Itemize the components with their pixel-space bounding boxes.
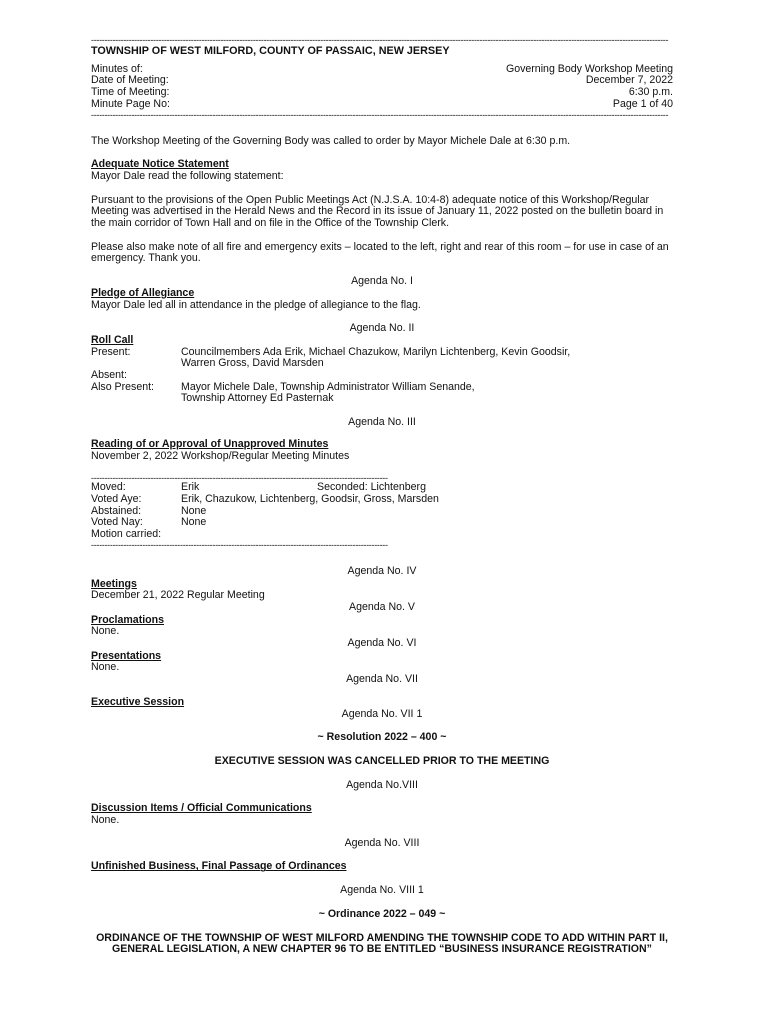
resolution-number: ~ Resolution 2022 – 400 ~ xyxy=(317,731,447,744)
nay-value: None xyxy=(181,516,207,529)
moved-value: Erik xyxy=(181,481,200,494)
present-line-2: Warren Gross, David Marsden xyxy=(181,357,324,370)
ordinance-number: ~ Ordinance 2022 – 049 ~ xyxy=(318,907,446,920)
agenda-iii: Agenda No. III xyxy=(348,416,416,429)
agenda-i: Agenda No. I xyxy=(351,275,413,288)
township-title: TOWNSHIP OF WEST MILFORD, COUNTY OF PASSAIC, NEW JERSEY xyxy=(91,45,450,57)
ordinance-title: ORDINANCE OF THE TOWNSHIP OF WEST MILFORD AMENDING THE TOWNSHIP CODE TO ADD WITHIN PART II, GENERAL LEGISLATION, A NEW CHAPTER 96 TO BE ENTITLED “BUSINESS INSURANCE REGISTRATION” xyxy=(96,931,668,956)
time-label: Time of Meeting: xyxy=(91,86,170,99)
emergency-exits-paragraph: Please also make note of all fire and emergency exits – located to the left, right and rear of this room – for use in case of an emergency. Thank you. xyxy=(91,240,669,265)
proclamations-heading: Proclamations xyxy=(91,613,165,626)
vote-rule-bottom: -------------------------------------------------------------------------------------------------------------- xyxy=(91,540,388,549)
roll-also-present-row xyxy=(91,382,673,405)
minutes-text: November 2, 2022 Workshop/Regular Meeting Minutes xyxy=(91,449,350,462)
absent-label: Absent: xyxy=(91,369,127,382)
vote-aye-row xyxy=(91,494,673,506)
intro-paragraph: The Workshop Meeting of the Governing Body was called to order by Mayor Michele Dale at 6:30 p.m. xyxy=(91,134,571,147)
discussion-text: None. xyxy=(91,814,120,827)
motion-carried: Motion carried: xyxy=(91,528,162,541)
agenda-vii: Agenda No. VII xyxy=(346,673,418,686)
meeting-info xyxy=(91,64,673,111)
proclamations-text: None. xyxy=(91,625,120,638)
time-value: 6:30 p.m. xyxy=(628,86,673,99)
roll-present-row xyxy=(91,347,673,370)
page-value: Page 1 of 40 xyxy=(612,97,673,110)
header-rule-top: ---------------------------------------------------------------------------------------------------------------------------------------------------------------------------------------------------------------------- xyxy=(91,36,669,44)
also-present-line-1: Mayor Michele Dale, Township Administrator William Senande, xyxy=(181,380,475,393)
presentations-heading: Presentations xyxy=(91,649,162,662)
roll-call-heading: Roll Call xyxy=(91,333,134,346)
abstained-label: Abstained: xyxy=(91,504,142,517)
agenda-viii-b: Agenda No. VIII xyxy=(344,836,420,849)
unfinished-business-heading: Unfinished Business, Final Passage of Ordinances xyxy=(91,860,347,873)
vote-nay-row xyxy=(91,517,673,529)
agenda-v: Agenda No. V xyxy=(349,600,415,613)
also-present-line-2: Township Attorney Ed Pasternak xyxy=(181,392,334,405)
agenda-viii-a: Agenda No.VIII xyxy=(346,778,418,791)
seconded-value: Seconded: Lichtenberg xyxy=(317,481,426,494)
minutes-heading: Reading of or Approval of Unapproved Minutes xyxy=(91,437,329,450)
pledge-heading: Pledge of Allegiance xyxy=(91,286,195,299)
meetings-heading: Meetings xyxy=(91,577,137,590)
meeting-info-labels xyxy=(91,64,170,111)
adequate-notice-lead: Mayor Dale read the following statement: xyxy=(91,169,284,182)
adequate-notice-heading: Adequate Notice Statement xyxy=(91,158,229,171)
aye-value: Erik, Chazukow, Lichtenberg, Goodsir, Gross, Marsden xyxy=(181,492,439,505)
agenda-ii: Agenda No. II xyxy=(349,322,415,335)
present-line-1: Councilmembers Ada Erik, Michael Chazukow, Marilyn Lichtenberg, Kevin Goodsir, xyxy=(181,345,571,358)
present-names xyxy=(181,347,570,370)
meeting-info-values xyxy=(506,64,673,111)
moved-label: Moved: xyxy=(91,481,126,494)
agenda-iv: Agenda No. IV xyxy=(347,564,417,577)
minutes-of-value: Governing Body Workshop Meeting xyxy=(505,62,673,75)
date-label: Date of Meeting: xyxy=(91,74,169,87)
abstained-value: None xyxy=(181,504,207,517)
also-present-label: Also Present: xyxy=(91,380,155,393)
page-label: Minute Page No: xyxy=(91,97,170,110)
date-value: December 7, 2022 xyxy=(585,74,673,87)
aye-label: Voted Aye: xyxy=(91,492,142,505)
executive-cancelled: EXECUTIVE SESSION WAS CANCELLED PRIOR TO THE MEETING xyxy=(214,754,550,767)
agenda-vi: Agenda No. VI xyxy=(347,637,417,650)
also-present-names xyxy=(181,382,475,405)
agenda-viii-1: Agenda No. VIII 1 xyxy=(340,884,424,897)
vote-rule-top: -------------------------------------------------------------------------------------------------------------- xyxy=(91,474,388,483)
adequate-notice-paragraph: Pursuant to the provisions of the Open Public Meetings Act (N.J.S.A. 10:4-8) adequate notice of this Workshop/Regular Meeting was advertised in the Herald News and the Record in its issue of January 11, 2022 posted on the bulletin board in the main corridor of Town Hall and on file in the Office of the Township Clerk. xyxy=(91,193,664,230)
executive-session-heading: Executive Session xyxy=(91,695,185,708)
vote-abstained-row xyxy=(91,506,673,518)
meetings-text: December 21, 2022 Regular Meeting xyxy=(91,589,265,602)
present-label: Present: xyxy=(91,345,131,358)
agenda-vii-1: Agenda No. VII 1 xyxy=(341,707,423,720)
header-rule-bottom: ---------------------------------------------------------------------------------------------------------------------------------------------------------------------------------------------------------------------- xyxy=(91,110,669,119)
minutes-of-label: Minutes of: xyxy=(91,62,143,75)
document-page xyxy=(91,36,673,956)
discussion-heading: Discussion Items / Official Communications xyxy=(91,802,312,815)
pledge-text: Mayor Dale led all in attendance in the pledge of allegiance to the flag. xyxy=(91,298,421,311)
nay-label: Voted Nay: xyxy=(91,516,143,529)
presentations-text: None. xyxy=(91,661,120,674)
